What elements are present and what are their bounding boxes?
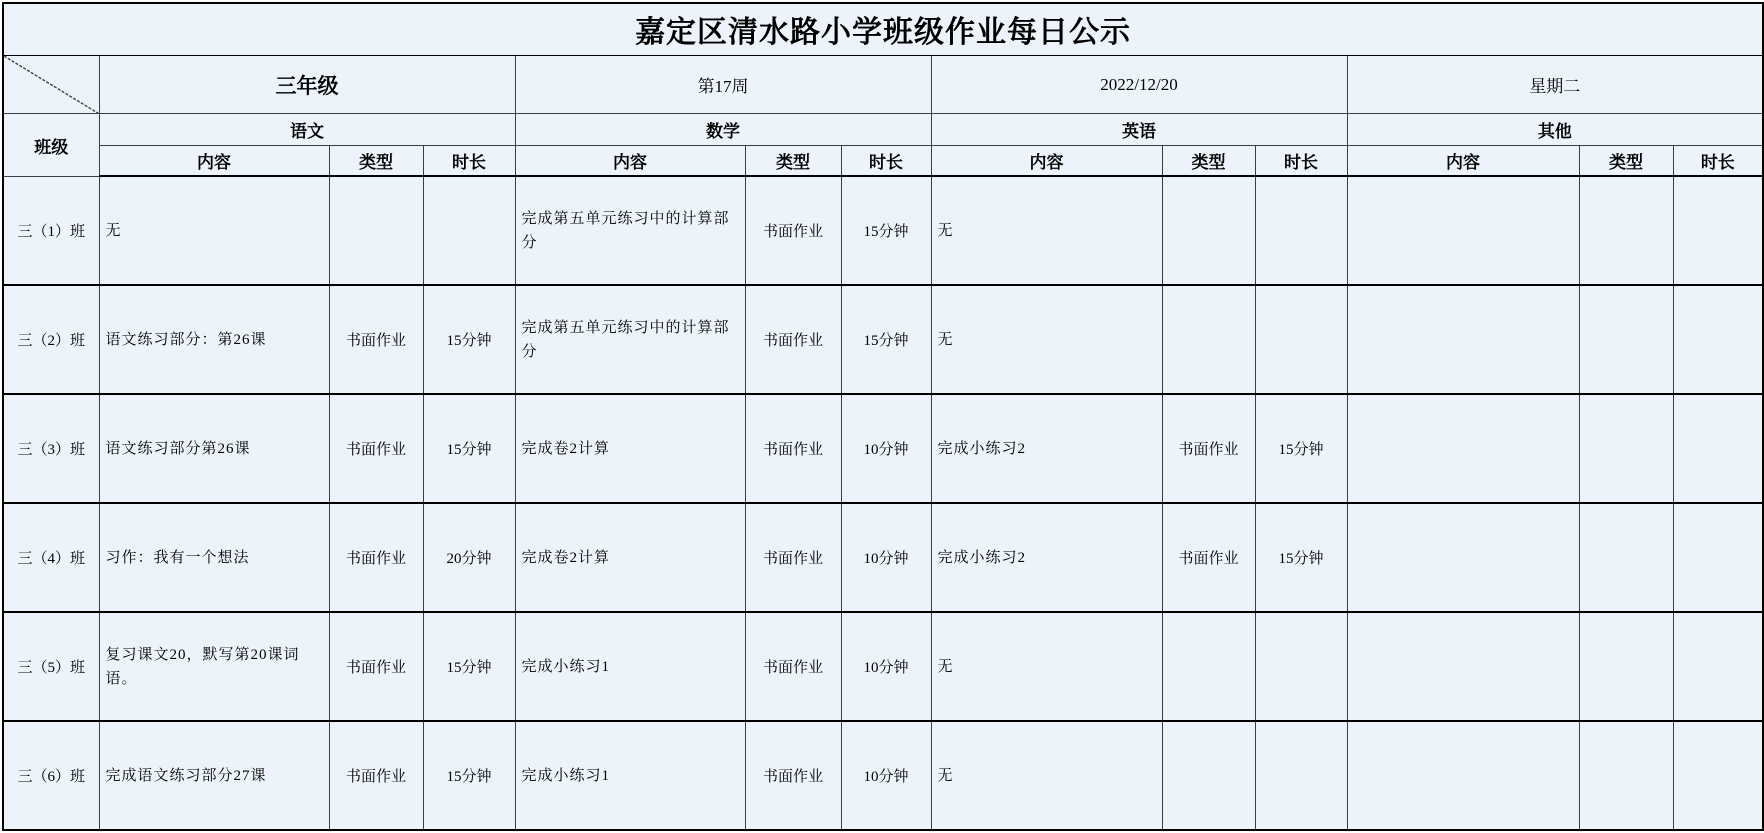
homework-content-cell: [1347, 176, 1579, 285]
homework-type-cell: [1579, 176, 1673, 285]
homework-content-cell: 无: [931, 721, 1162, 830]
homework-content-cell: 完成小练习1: [515, 721, 745, 830]
subcol-content-chinese: 内容: [99, 145, 329, 176]
homework-duration-cell: 20分钟: [423, 503, 515, 612]
homework-type-cell: [1162, 176, 1255, 285]
homework-type-cell: 书面作业: [329, 612, 423, 721]
homework-duration-cell: 10分钟: [841, 612, 931, 721]
homework-table: [2, 2, 1764, 831]
class-column-header: 班级: [3, 114, 99, 177]
class-label: 三（5）班: [3, 612, 99, 721]
homework-type-cell: [1579, 721, 1673, 830]
homework-duration-cell: 10分钟: [841, 394, 931, 503]
table-row: [3, 394, 1763, 503]
homework-type-cell: [1162, 285, 1255, 394]
subcol-content-other: 内容: [1347, 145, 1579, 176]
subcol-type-math: 类型: [745, 145, 841, 176]
homework-type-cell: 书面作业: [745, 503, 841, 612]
homework-content-cell: 无: [99, 176, 329, 285]
class-label: 三（6）班: [3, 721, 99, 830]
subject-header-english: 英语: [931, 114, 1347, 145]
homework-type-cell: [1579, 612, 1673, 721]
subcol-duration-math: 时长: [841, 145, 931, 176]
homework-duration-cell: [1673, 612, 1763, 721]
week-label: 第17周: [515, 55, 931, 113]
class-label: 三（2）班: [3, 285, 99, 394]
homework-type-cell: 书面作业: [329, 721, 423, 830]
table-row: [3, 721, 1763, 830]
homework-duration-cell: [423, 176, 515, 285]
homework-type-cell: [1162, 612, 1255, 721]
homework-content-cell: 完成小练习2: [931, 394, 1162, 503]
homework-content-cell: [1347, 612, 1579, 721]
homework-duration-cell: [1255, 176, 1347, 285]
homework-type-cell: 书面作业: [329, 394, 423, 503]
homework-duration-cell: [1673, 176, 1763, 285]
homework-content-cell: [1347, 503, 1579, 612]
homework-type-cell: 书面作业: [329, 503, 423, 612]
homework-duration-cell: 15分钟: [1255, 394, 1347, 503]
homework-duration-cell: 10分钟: [841, 503, 931, 612]
homework-content-cell: 无: [931, 612, 1162, 721]
class-label: 三（4）班: [3, 503, 99, 612]
subcol-type-other: 类型: [1579, 145, 1673, 176]
table-row: [3, 176, 1763, 285]
homework-duration-cell: 15分钟: [423, 612, 515, 721]
homework-duration-cell: 10分钟: [841, 721, 931, 830]
homework-content-cell: 习作：我有一个想法: [99, 503, 329, 612]
homework-duration-cell: [1255, 721, 1347, 830]
homework-content-cell: [1347, 285, 1579, 394]
homework-content-cell: 完成卷2计算: [515, 503, 745, 612]
homework-content-cell: 完成第五单元练习中的计算部分: [515, 285, 745, 394]
weekday-label: 星期二: [1347, 55, 1763, 113]
homework-duration-cell: 15分钟: [841, 176, 931, 285]
homework-type-cell: 书面作业: [329, 285, 423, 394]
homework-type-cell: [1162, 721, 1255, 830]
homework-content-cell: 完成小练习1: [515, 612, 745, 721]
homework-duration-cell: [1255, 285, 1347, 394]
diagonal-corner-cell: [3, 55, 99, 113]
subcol-content-math: 内容: [515, 145, 745, 176]
subject-header-chinese: 语文: [99, 114, 515, 145]
diagonal-line-icon: [4, 56, 99, 113]
homework-type-cell: [1579, 285, 1673, 394]
homework-type-cell: 书面作业: [745, 721, 841, 830]
homework-duration-cell: 15分钟: [841, 285, 931, 394]
homework-content-cell: 完成卷2计算: [515, 394, 745, 503]
homework-type-cell: 书面作业: [745, 612, 841, 721]
page-title: 嘉定区清水路小学班级作业每日公示: [3, 3, 1763, 55]
subcol-duration-other: 时长: [1673, 145, 1763, 176]
table-row: [3, 503, 1763, 612]
homework-type-cell: 书面作业: [745, 176, 841, 285]
homework-duration-cell: [1673, 721, 1763, 830]
class-label: 三（3）班: [3, 394, 99, 503]
homework-content-cell: 复习课文20，默写第20课词语。: [99, 612, 329, 721]
subject-header-math: 数学: [515, 114, 931, 145]
homework-type-cell: [1579, 503, 1673, 612]
grade-label: 三年级: [99, 55, 515, 113]
homework-duration-cell: 15分钟: [1255, 503, 1347, 612]
homework-type-cell: [1579, 394, 1673, 503]
homework-content-cell: [1347, 394, 1579, 503]
subcol-type-chinese: 类型: [329, 145, 423, 176]
homework-content-cell: 完成语文练习部分27课: [99, 721, 329, 830]
subcol-type-english: 类型: [1162, 145, 1255, 176]
homework-content-cell: 完成小练习2: [931, 503, 1162, 612]
homework-content-cell: 无: [931, 176, 1162, 285]
date-label: 2022/12/20: [931, 55, 1347, 113]
homework-duration-cell: 15分钟: [423, 721, 515, 830]
table-row: [3, 285, 1763, 394]
homework-duration-cell: 15分钟: [423, 285, 515, 394]
homework-content-cell: [1347, 721, 1579, 830]
table-row: [3, 612, 1763, 721]
homework-duration-cell: 15分钟: [423, 394, 515, 503]
homework-duration-cell: [1255, 612, 1347, 721]
homework-content-cell: 语文练习部分：第26课: [99, 285, 329, 394]
homework-type-cell: [329, 176, 423, 285]
homework-duration-cell: [1673, 394, 1763, 503]
homework-content-cell: 完成第五单元练习中的计算部分: [515, 176, 745, 285]
homework-type-cell: 书面作业: [1162, 503, 1255, 612]
subject-header-other: 其他: [1347, 114, 1763, 145]
homework-content-cell: 语文练习部分第26课: [99, 394, 329, 503]
homework-duration-cell: [1673, 503, 1763, 612]
class-label: 三（1）班: [3, 176, 99, 285]
homework-type-cell: 书面作业: [1162, 394, 1255, 503]
subcol-duration-english: 时长: [1255, 145, 1347, 176]
homework-type-cell: 书面作业: [745, 394, 841, 503]
homework-type-cell: 书面作业: [745, 285, 841, 394]
subcol-content-english: 内容: [931, 145, 1162, 176]
subcol-duration-chinese: 时长: [423, 145, 515, 176]
homework-content-cell: 无: [931, 285, 1162, 394]
homework-duration-cell: [1673, 285, 1763, 394]
